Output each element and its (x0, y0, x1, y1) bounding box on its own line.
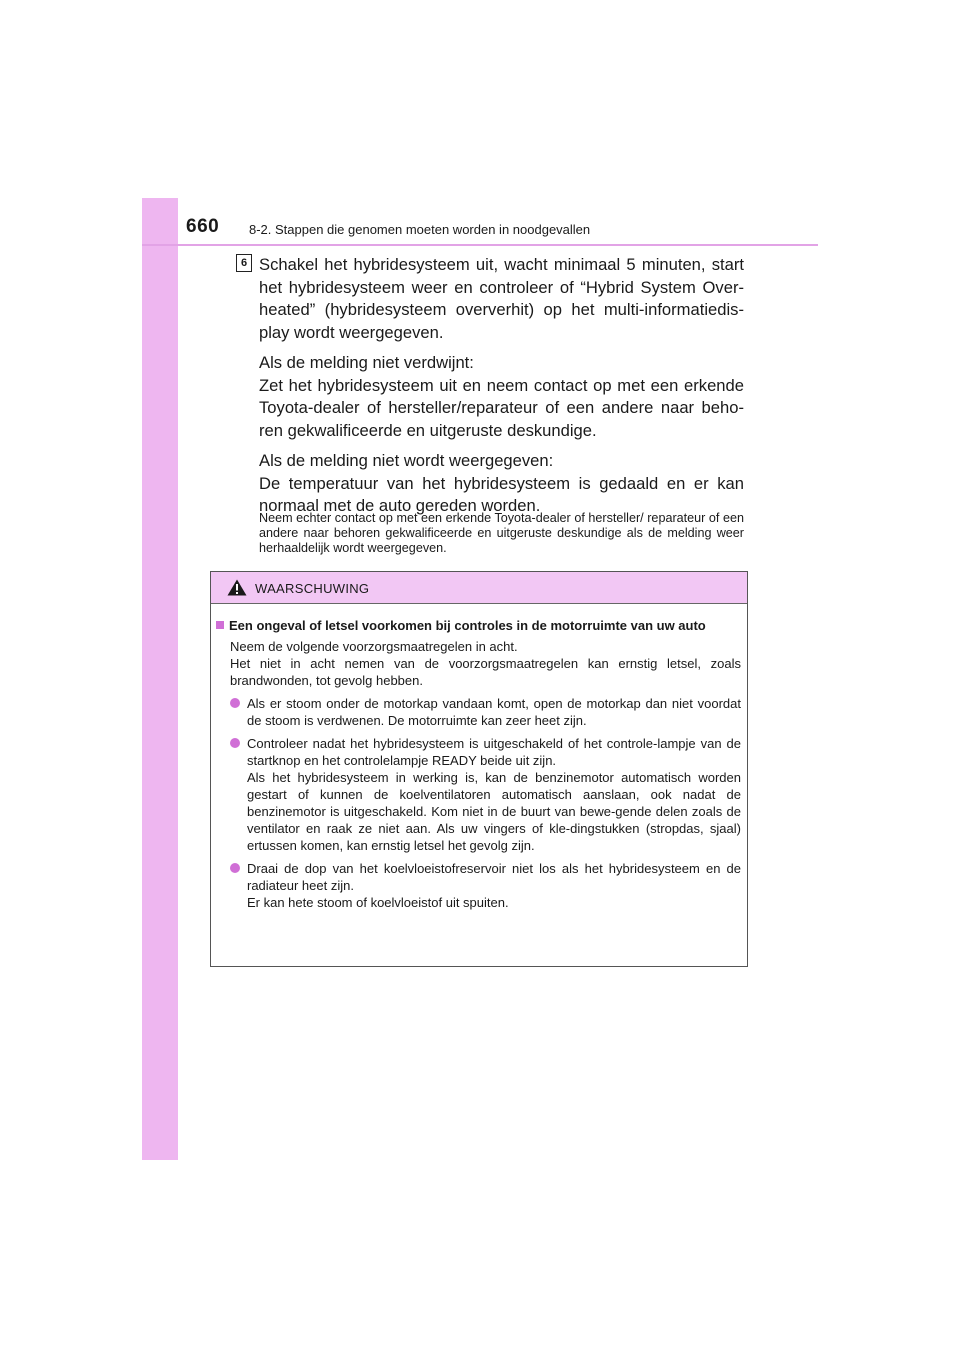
section-title: 8-2. Stappen die genomen moeten worden in noodgevallen (249, 222, 591, 237)
circle-bullet-icon (230, 698, 240, 708)
warning-intro-line-2: Het niet in acht nemen van de voorzorgsmaatregelen kan ernstig letsel, zoals brandwonden, tot gevolg hebben. (230, 656, 741, 688)
warning-box (210, 571, 748, 967)
warning-bullet-3 (230, 860, 741, 911)
case-1-label: Als de melding niet verdwijnt: (259, 353, 474, 372)
warning-content (211, 604, 747, 911)
case-2-label: Als de melding niet wordt weergegeven: (259, 451, 554, 470)
step-body (259, 254, 744, 518)
page-number: 660 (186, 216, 220, 237)
step-note: Neem echter contact op met een erkende Toyota-dealer of hersteller/ reparateur of een andere naar behoren gekwalificeerde en uitgeruste deskundige als de melding weer herhaaldelijk wordt weergegeven. (259, 511, 744, 555)
case-2-text: De temperatuur van het hybridesysteem is gedaald en er kan normaal met de auto gereden worden. (259, 473, 744, 515)
warning-bullet-1-text: Als er stoom onder de motorkap vandaan komt, open de motorkap dan niet voordat de stoom is verdwenen. De motorruimte kan zeer heet zijn. (247, 696, 741, 728)
step-number-badge: 6 (236, 254, 252, 272)
warning-bullet-3-extra: Er kan hete stoom of koelvloeistof uit spuiten. (247, 895, 509, 910)
section-side-band (142, 198, 178, 1160)
case-1-text: Zet het hybridesysteem uit en neem contact op met een erkende Toyota-dealer of hersteller/reparateur of een andere naar beho-ren gekwalificeerde en uitgeruste deskundige. (259, 375, 744, 440)
warning-bullet-2-extra: Als het hybridesysteem in werking is, kan de benzinemotor automatisch worden gestart of kunnen de koelventilatoren automatisch aanslaan, ook nadat de benzinemotor is uitgeschakeld. Kom niet in de buurt van bewe-gende delen zoals de ventilator en raak ze niet aan. Als uw vingers of kle-dingstukken (stropdas, sjaal) ertussen komen, kan ernstig letsel het gevolg zijn. (247, 770, 741, 853)
circle-bullet-icon (230, 738, 240, 748)
warning-bullet-3-text: Draai de dop van het koelvloeistofreservoir niet los als het hybridesysteem en de radiateur heet zijn. (247, 861, 741, 893)
circle-bullet-icon (230, 863, 240, 873)
warning-title: WAARSCHUWING (255, 581, 370, 596)
warning-bullet-1 (230, 695, 741, 729)
warning-bullet-2 (230, 735, 741, 854)
square-bullet-icon (216, 621, 224, 629)
step-instruction: Schakel het hybridesysteem uit, wacht minimaal 5 minuten, start het hybridesysteem weer en controleer of “Hybrid System Over-heated” (hybridesysteem oververhit) op het multi-informatiedis-play wordt weergegeven. (259, 255, 744, 342)
warning-heading (216, 617, 741, 634)
warning-bullet-2-text: Controleer nadat het hybridesysteem is uitgeschakeld of het controle-lampje van de startknop en het controlelampje READY beide uit zijn. (247, 736, 741, 768)
warning-intro (230, 638, 741, 689)
header-divider (142, 244, 818, 246)
warning-header (211, 572, 747, 604)
warning-triangle-icon (227, 579, 247, 596)
warning-heading-text: Een ongeval of letsel voorkomen bij controles in de motorruimte van uw auto (229, 618, 706, 633)
warning-intro-line-1: Neem de volgende voorzorgsmaatregelen in acht. (230, 639, 518, 654)
